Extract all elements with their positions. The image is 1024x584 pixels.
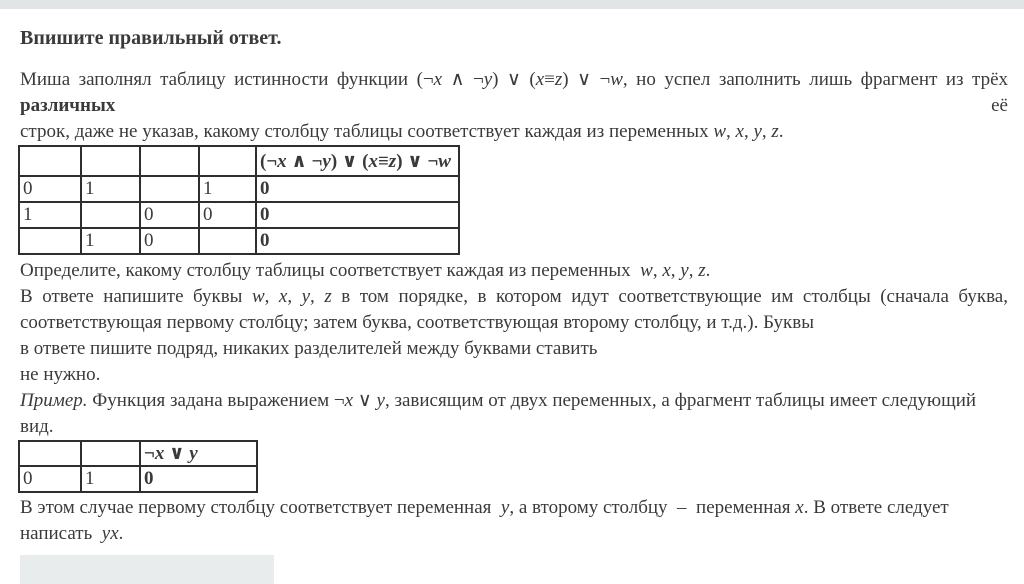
table-cell: 1 xyxy=(199,176,256,202)
conclusion-line: В этом случае первому столбцу соответствует переменная y, а второму столбцу – переменная x. В ответе следует написать yx. xyxy=(20,497,954,544)
task-content xyxy=(0,9,1024,584)
table-row xyxy=(19,466,257,492)
table-cell: 0 xyxy=(256,176,459,202)
empty-header-cell xyxy=(81,441,140,466)
table-cell: 0 xyxy=(140,466,257,492)
table-cell xyxy=(19,228,81,254)
determine-line: Определите, какому столбцу таблицы соответствует каждая из переменных w, x, y, z. xyxy=(20,260,711,281)
intro-line-2: строк, даже не указав, какому столбцу таблицы соответствует каждая из переменных w, x, y, z. xyxy=(20,121,784,142)
table-cell: 1 xyxy=(81,176,140,202)
function-formula-cell: (¬x ∧ ¬y) ∨ (x≡z) ∨ ¬w xyxy=(256,146,459,176)
empty-header-cell xyxy=(19,146,81,176)
truth-table-fragment xyxy=(18,145,460,255)
table-cell: 0 xyxy=(256,202,459,228)
table-cell: 0 xyxy=(140,228,199,254)
table-row xyxy=(19,176,459,202)
table-cell xyxy=(199,228,256,254)
example-formula-cell: ¬x ∨ y xyxy=(140,441,257,466)
example-table-header-row xyxy=(19,441,257,466)
table-cell: 0 xyxy=(19,176,81,202)
table-cell: 0 xyxy=(140,202,199,228)
table-cell xyxy=(140,176,199,202)
top-strip xyxy=(0,0,1024,9)
empty-header-cell xyxy=(140,146,199,176)
instructions xyxy=(20,258,1008,440)
answer-format-line-1: В ответе напишите буквы w, x, y, z в том порядке, в котором идут соответствующие им столбцы (сначала буква, xyxy=(20,286,1008,307)
answer-format-line-2: соответствующая первому столбцу; затем буква, соответствующая второму столбцу, и т.д.). Буквы xyxy=(20,312,815,333)
table-cell: 0 xyxy=(19,466,81,492)
example-line: Пример. Функция задана выражением ¬x ∨ y, зависящим от двух переменных, а фрагмент таблицы имеет следующий вид. xyxy=(20,390,981,437)
empty-header-cell xyxy=(81,146,140,176)
answer-format-line-3: в ответе пишите подряд, никаких разделителей между буквами ставить xyxy=(20,338,598,359)
table-cell: 0 xyxy=(256,228,459,254)
page-title: Впишите правильный ответ. xyxy=(20,27,282,49)
table-row xyxy=(19,228,459,254)
truth-table-header-row xyxy=(19,146,459,176)
intro-paragraph xyxy=(20,67,1008,145)
empty-header-cell xyxy=(19,441,81,466)
table-cell xyxy=(81,202,140,228)
empty-header-cell xyxy=(199,146,256,176)
table-row xyxy=(19,202,459,228)
table-cell: 0 xyxy=(199,202,256,228)
table-cell: 1 xyxy=(19,202,81,228)
example-table xyxy=(18,440,258,493)
answer-format-line-4: не нужно. xyxy=(20,364,101,385)
table-cell: 1 xyxy=(81,466,140,492)
table-cell: 1 xyxy=(81,228,140,254)
answer-input[interactable] xyxy=(20,555,274,584)
intro-line-1: Миша заполнял таблицу истинности функции (¬x ∧ ¬y) ∨ (x≡z) ∨ ¬w, но успел заполнить лишь фрагмент из трёх различных её xyxy=(20,69,1009,116)
